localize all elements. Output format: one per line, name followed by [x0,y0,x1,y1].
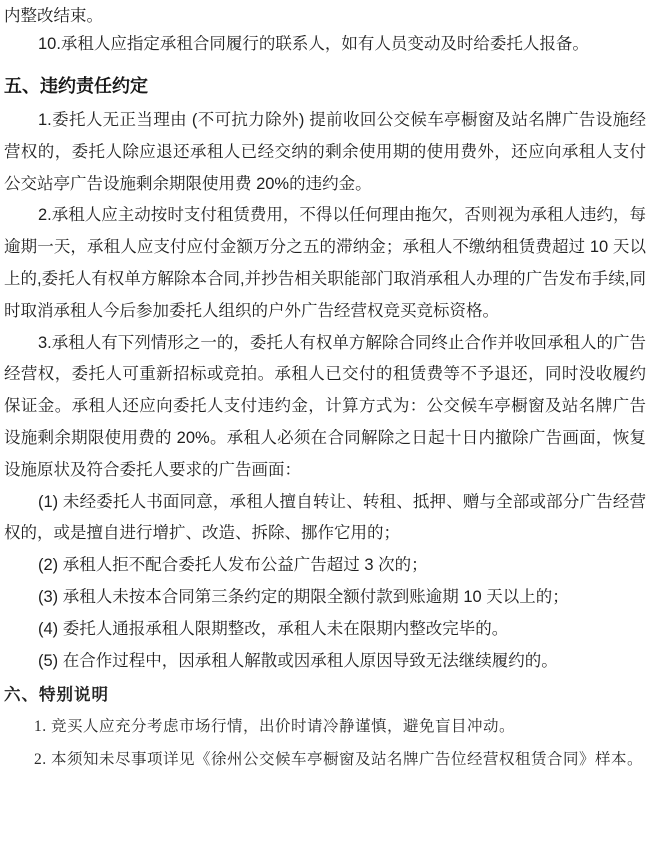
note-item: 2. 本须知未尽事项详见《徐州公交候车亭橱窗及站名牌广告位经营权租赁合同》样本。 [34,750,644,768]
section-heading: 六、特别说明 [4,685,109,705]
list-item: (4) 委托人通报承租人限期整改，承租人未在限期内整改完毕的。 [38,619,509,638]
list-item: (1) 未经委托人书面同意，承租人擅自转让、转租、抵押、赠与全部或部分广告经营权的，或是擅自进行增扩、改造、拆除、挪作它用的； [4,492,646,543]
list-item: (2) 承租人拒不配合委托人发布公益广告超过 3 次的； [38,556,428,575]
document-line: 内整改结束。 [4,7,103,25]
note-item: 1. 竞买人应充分考虑市场行情，出价时请冷静谨慎，避免盲目冲动。 [34,718,516,736]
paragraph: 1.委托人无正当理由 (不可抗力除外) 提前收回公交候车亭橱窗及站名牌广告设施经营权的，委托人除应退还承租人已经交纳的剩余使用期的使用费外，还应向承租人支付公交站亭广告设施剩余期限使用费 20%的违约金。 [4,111,646,193]
list-item: (5) 在合作过程中，因承租人解散或因承租人原因导致无法继续履约的。 [38,651,558,670]
document-content [4,3,646,776]
paragraph: 2.承租人应主动按时支付租赁费用，不得以任何理由拖欠，否则视为承租人违约，每逾期一天，承租人应支付应付金额万分之五的滞纳金；承租人不缴纳租赁费超过 10 天以上的,委托人有权单方解除本合同,并抄告相关职能部门取消承租人办理的广告发布手续,同时取消承租人今后参加委托人组织的户外广告经营权竞买竞标资格。 [4,206,646,320]
document-line: 10.承租人应指定承租合同履行的联系人，如有人员变动及时给委托人报备。 [38,34,589,53]
paragraph: 3.承租人有下列情形之一的，委托人有权单方解除合同终止合作并收回承租人的广告经营权，委托人可重新招标或竞拍。承租人已交付的租赁费等不予退还，同时没收履约保证金。承租人还应向委托人支付违约金，计算方式为：公交候车亭橱窗及站名牌广告设施剩余期限使用费的 20%。承租人必须在合同解除之日起十日内撤除广告画面，恢复设施原状及符合委托人要求的广告画面： [4,333,646,479]
section-heading: 五、违约责任约定 [4,76,148,96]
list-item: (3) 承租人未按本合同第三条约定的期限全额付款到账逾期 10 天以上的； [38,587,569,606]
